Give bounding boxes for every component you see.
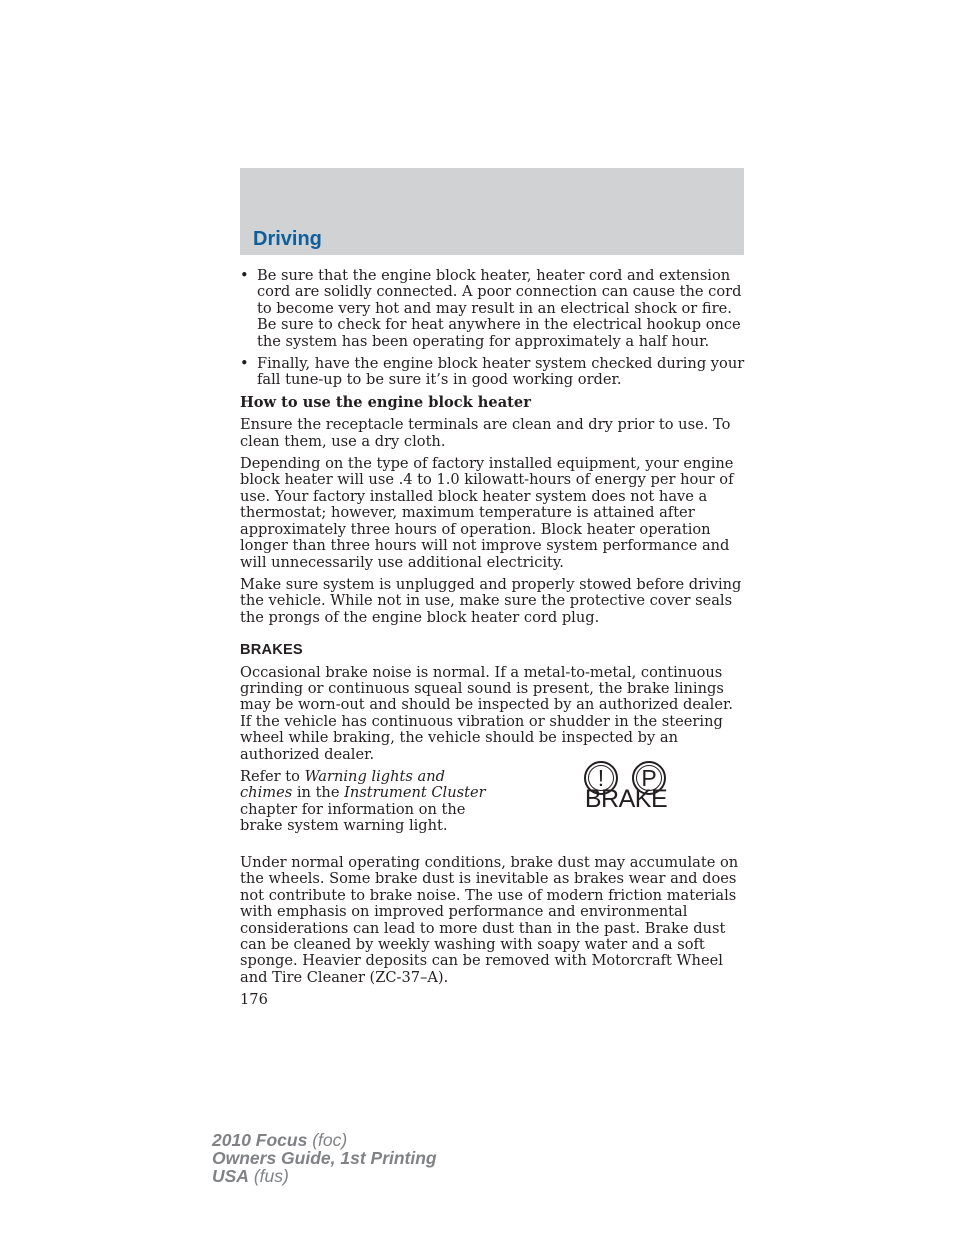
how-to-heading: How to use the engine block heater [240, 393, 531, 411]
brakes-intro: Occasional brake noise is normal. If a metal-to-metal, continuous grinding or continuous squeal sound is present, the brake linings may be worn-out and should be inspected by an authorized dealer. If the vehicle has continuous vibration or shudder in the steering wheel while braking, the vehicle should be inspected by an authorized dealer. [240, 663, 733, 763]
footer-line-guide [212, 1149, 437, 1167]
footer-model: 2010 Focus [212, 1130, 308, 1150]
refer-middle: in the [292, 784, 345, 802]
bullet-dot: • [240, 267, 249, 284]
brake-reference-text [240, 769, 500, 835]
bullet-list [240, 268, 746, 389]
footer-model-code: (foc) [307, 1130, 348, 1150]
bullet-text: Be sure that the engine block heater, heater cord and extension cord are solidly connected. A poor connection can cause the cord to become very hot and may result in an electrical shock or fire. Be sure to check for heat anywhere in the electrical hookup once the system has been operating for approximately a half hour. [257, 267, 742, 350]
footer-guide: Owners Guide, 1st Printing [212, 1148, 437, 1168]
refer-link-warning-lights: Warning lights and chimes [240, 767, 445, 802]
paragraph: Ensure the receptacle terminals are clean and dry prior to use. To clean them, use a dry cloth. [240, 416, 731, 450]
brake-dust-paragraph: Under normal operating conditions, brake dust may accumulate on the wheels. Some brake dust is inevitable as brakes wear and does not contribute to brake noise. The use of modern friction materials with emphasis on improved performance and environmental considerations can lead to more dust than in the past. Brake dust can be cleaned by weekly washing with soapy water and a soft sponge. Heavier deposits can be removed with Motorcraft Wheel and Tire Cleaner (ZC-37–A). [240, 853, 739, 986]
brake-warning-icon [580, 761, 672, 827]
chapter-title: Driving [253, 228, 322, 250]
exclamation-mark: ! [597, 764, 605, 791]
brakes-heading: BRAKES [240, 642, 303, 659]
bullet-text: Finally, have the engine block heater system checked during your fall tune-up to be sure it’s in good working order. [257, 355, 745, 389]
paragraph: Make sure system is unplugged and properly stowed before driving the vehicle. While not in use, make sure the protective cover seals the prongs of the engine block heater cord plug. [240, 575, 742, 626]
footer-region-code: (fus) [248, 1166, 289, 1186]
page-number: 176 [240, 991, 268, 1009]
bullet-item [240, 356, 746, 389]
footer-line-region [212, 1167, 437, 1185]
footer-region: USA [212, 1166, 249, 1186]
bullet-item [240, 268, 746, 350]
park-letter: P [641, 764, 657, 791]
brake-reference-row [240, 764, 746, 849]
document-footer [212, 1131, 437, 1185]
paragraph: Depending on the type of factory installed equipment, your engine block heater will use .4 to 1.0 kilowatt-hours of energy per hour of use. Your factory installed block heater system does not have a thermostat; however, maximum temperature is attained after approximately three hours of operation. Block heater operation longer than three hours will not improve system performance and will unnecessarily use additional electricity. [240, 455, 734, 571]
footer-line-model [212, 1131, 437, 1149]
brake-word: BRAKE [584, 784, 668, 813]
refer-prefix: Refer to [240, 767, 305, 785]
chapter-header-band [240, 168, 744, 255]
bullet-dot: • [240, 355, 249, 373]
refer-suffix: chapter for information on the brake system warning light. [240, 800, 466, 835]
page-body [240, 268, 746, 1009]
refer-link-instrument-cluster: Instrument Cluster [344, 784, 486, 802]
